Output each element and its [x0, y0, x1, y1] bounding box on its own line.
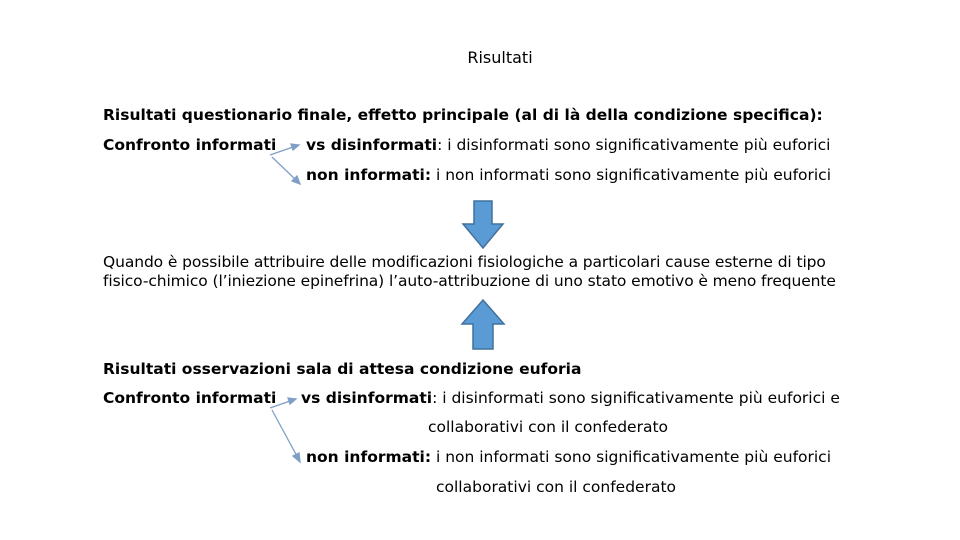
connector-lines-bottom	[270, 398, 300, 462]
section2-row2-text: i non informati sono significativamente più euforici	[431, 448, 832, 466]
section1-row2	[306, 166, 831, 184]
connector-arrowhead	[293, 453, 300, 462]
section2-row2-bold: non informati:	[306, 448, 432, 466]
connector-line-to-noninformati	[272, 157, 297, 181]
slide-title: Risultati	[467, 48, 533, 67]
section2-row1-text: : i disinformati sono significativamente più euforici e	[432, 389, 840, 407]
conclusion-line1: Quando è possibile attribuire delle modificazioni fisiologiche a particolari cause esterne di tipo	[103, 253, 826, 271]
section2-compare-label-text: Confronto informati	[103, 389, 277, 407]
section1-row1-text: : i disinformati sono significativamente più euforici	[437, 136, 831, 154]
connector-arrowhead	[291, 144, 299, 150]
section2-compare-label	[103, 389, 276, 407]
section1-row1	[306, 136, 830, 154]
connector-arrowhead	[288, 398, 296, 404]
section2-row2	[306, 448, 831, 466]
section1-row2-text: i non informati sono significativamente più euforici	[431, 166, 832, 184]
section2-heading	[103, 360, 581, 378]
section1-compare-label	[103, 136, 276, 154]
section1-row1-bold: vs disinformati	[306, 136, 438, 154]
section2-row2-continuation: collaborativi con il confederato	[436, 478, 677, 496]
section1-heading	[103, 106, 823, 124]
connector-line-to-noninformati	[272, 410, 298, 458]
section2-row1-continuation: collaborativi con il confederato	[428, 418, 669, 436]
section1-heading-text: Risultati questionario finale, effetto principale (al di là della condizione specifica):	[103, 106, 823, 124]
conclusion-line2: fisico-chimico (l’iniezione epinefrina) l’auto-attribuzione di uno stato emotivo è meno frequente	[103, 272, 836, 290]
block-arrow-up-icon	[462, 300, 504, 349]
section1-compare-label-text: Confronto informati	[103, 136, 277, 154]
section2-row1	[301, 389, 840, 407]
section2-heading-text: Risultati osservazioni sala di attesa condizione euforia	[103, 360, 582, 378]
section2-row1-bold: vs disinformati	[301, 389, 433, 407]
block-arrow-down-icon	[463, 201, 503, 248]
section1-row2-bold: non informati:	[306, 166, 432, 184]
